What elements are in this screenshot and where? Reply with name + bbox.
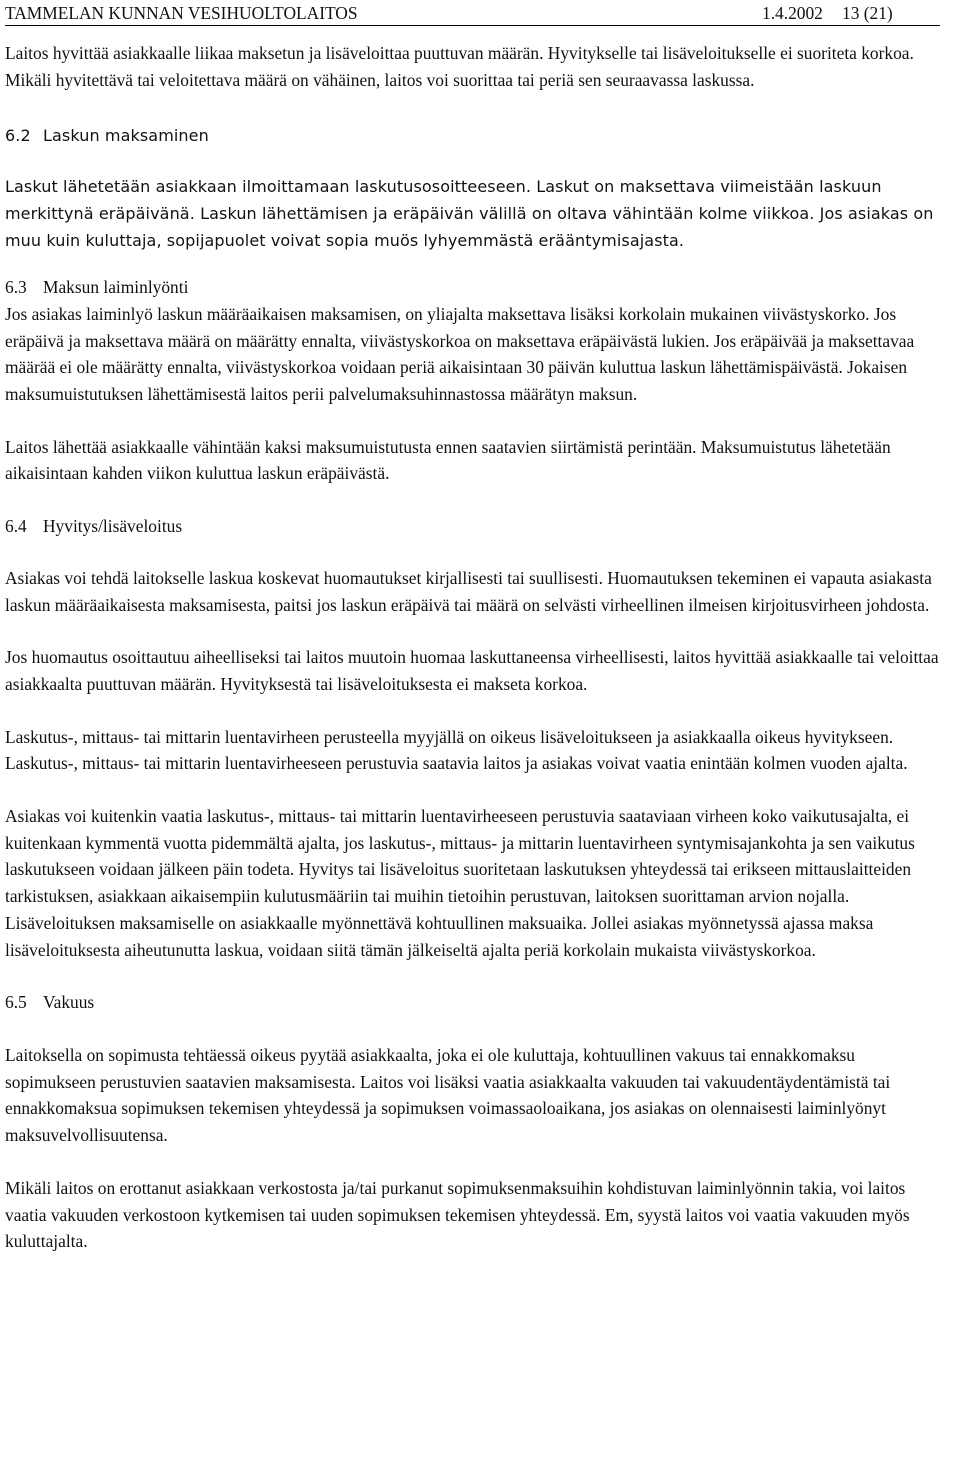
page-header — [5, 0, 940, 27]
header-organization: TAMMELAN KUNNAN VESIHUOLTOLAITOS — [5, 3, 358, 23]
section-6-4-paragraph-4: Asiakas voi kuitenkin vaatia laskutus-, mittaus- tai mittarin luentavirheeseen perustuvia saataviaan virheen koko vaikutusajalta, ei kuitenkaan kymmentä vuotta pidemmältä ajalta, jos laskutus-, mittaus- ja mittarin luentavirheen syntymisajankohta ja sen vaikutus laskutukseen voidaan jälkeen päin todeta. Hyvitys tai lisäveloitus suoritetaan laskutuksen yhteydessä tai erikseen mittauslaitteiden tarkistuksen, asiakkaan aikaisempiin kulutusmääriin tai muihin tietoihin perustuvan, laitoksen suorittaman arvion nojalla. Lisäveloituksen maksamiselle on asiakkaalle myönnettävä kohtuullinen maksuaika. Jollei asiakas myönnetyssä ajassa maksa lisäveloituksesta aiheutunutta laskua, voidaan siitä tämän jälkeiseltä ajalta periä korkolain mukaista viivästyskorkoa. — [5, 806, 915, 960]
section-title: Vakuus — [43, 992, 95, 1013]
section-6-4-paragraph-1: Asiakas voi tehdä laitokselle laskua koskevat huomautukset kirjallisesti tai suullisesti. Huomautuksen tekeminen ei vapauta asiakasta laskun määräaikaisesta maksamisesta, paitsi jos laskun eräpäivä tai määrä on selvästi virheellinen ilmeisen kirjoitusvirheen johdosta. — [5, 567, 932, 615]
section-6-2-heading — [5, 123, 940, 150]
section-6-2-paragraph-1: Laskut lähetetään asiakkaan ilmoittamaan laskutusosoitteeseen. Laskut on maksettava viimeistään laskuun merkittynä eräpäivänä. Laskun lähettämisen ja eräpäivän välillä on oltava vähintään kolme viikkoa. Jos asiakas on muu kuin kuluttaja, sopijapuolet voivat sopia muös lyhyemmästä erääntymisajasta. — [5, 177, 934, 250]
header-rule — [5, 25, 940, 26]
section-number: 6.5 — [5, 992, 27, 1013]
section-6-3-paragraph-2: Laitos lähettää asiakkaalle vähintään kaksi maksumuistutusta ennen saatavien siirtämistä perintään. Maksumuistutus lähetetään aikaisintaan kahden viikon kuluttua laskun eräpäivästä. — [5, 436, 891, 484]
section-title: Laskun maksaminen — [43, 126, 209, 146]
section-number: 6.3 — [5, 277, 27, 298]
intro-paragraph: Laitos hyvittää asiakkaalle liikaa maksetun ja lisäveloittaa puuttuvan määrän. Hyvitykselle tai lisäveloitukselle ei suoriteta korkoa. Mikäli hyvitettävä tai veloitettava määrä on vähäinen, laitos voi suorittaa tai periä sen seuraavassa laskussa. — [5, 43, 914, 90]
header-page-number: 13 (21) — [842, 3, 893, 23]
section-6-5-paragraph-1: Laitoksella on sopimusta tehtäessä oikeus pyytää asiakkaalta, joka ei ole kuluttaja, kohtuullinen vakuus tai ennakkomaksu sopimukseen perustuvien saatavien maksamisesta. Laitos voi lisäksi vaatia asiakkaalta vakuuden tai vakuudentäydentämistä tai ennakkomaksua sopimuksen tekemisen yhteydessä ja sopimuksen voimassaoloaikana, jos asiakas on olennaisesti laiminlyönyt maksuvelvollisuutensa. — [5, 1044, 891, 1146]
section-title: Maksun laiminlyönti — [43, 277, 189, 298]
section-6-3-heading — [5, 274, 940, 301]
section-title: Hyvitys/lisäveloitus — [43, 516, 183, 537]
section-6-4-paragraph-2: Jos huomautus osoittautuu aiheelliseksi tai laitos muutoin huomaa laskuttaneensa virheellisesti, laitos hyvittää asiakkaalle tai veloittaa asiakkaalta puuttuvan määrän. Hyvityksestä tai lisäveloituksesta ei makseta korkoa. — [5, 647, 939, 694]
section-6-4-heading — [5, 513, 940, 540]
section-6-5-heading — [5, 989, 940, 1016]
document-page — [5, 0, 940, 1255]
section-number: 6.2 — [5, 126, 31, 146]
section-number: 6.4 — [5, 516, 27, 537]
section-6-5-paragraph-2: Mikäli laitos on erottanut asiakkaan verkostosta ja/tai purkanut sopimuksenmaksuihin kohdistuvan laiminlyönnin takia, voi laitos vaatia vakuuden verkostoon kytkemisen tai uuden sopimuksen tekemisen yhteydessä. Em, syystä laitos voi vaatia vakuuden myös kuluttajalta. — [5, 1177, 910, 1252]
section-6-3-paragraph-1: Jos asiakas laiminlyö laskun määräaikaisen maksamisen, on yliajalta maksettava lisäksi korkolain mukainen viivästyskorko. Jos eräpäivä ja maksettava määrä on määrätty ennalta, viivästyskorkoa on maksettava eräpäivästä lukien. Jos eräpäivää ja maksettavaa määrää ei ole määrätty ennalta, viivästyskorkoa voidaan periä aikaisintaan 30 päivän kuluttua laskun lähettämispäivästä. Jokaisen maksumuistutuksen lähettämisestä laitos perii palvelumaksuhinnastossa määrätyn maksun. — [5, 303, 915, 405]
header-date: 1.4.2002 — [762, 3, 823, 23]
section-6-4-paragraph-3: Laskutus-, mittaus- tai mittarin luentavirheen perusteella myyjällä on oikeus lisäveloitukseen ja asiakkaalla oikeus hyvitykseen. Laskutus-, mittaus- tai mittarin luentavirheeseen perustuvia saatavia laitos ja asiakas voivat vaatia enintään kolmen vuoden ajalta. — [5, 726, 908, 774]
